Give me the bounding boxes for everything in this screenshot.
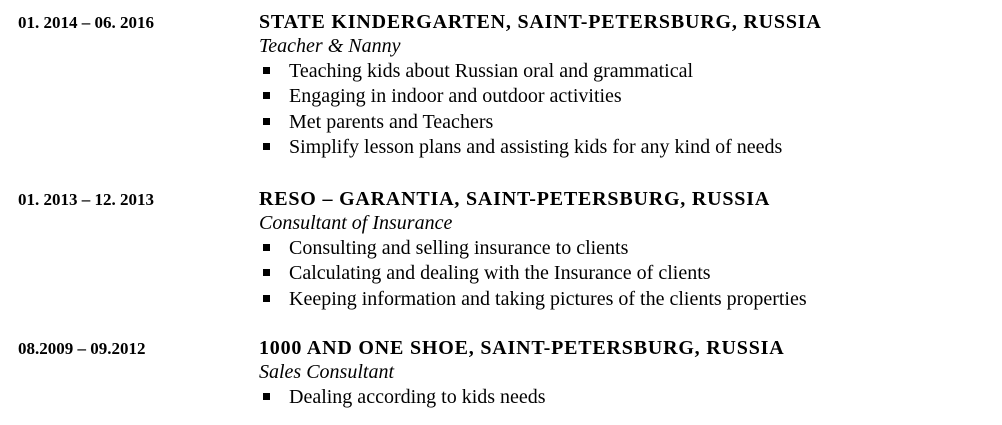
bullet-text: Dealing according to kids needs: [289, 386, 546, 408]
entry-role: Sales Consultant: [259, 361, 395, 383]
bullet-item: [259, 135, 989, 160]
entry-content: [259, 187, 989, 312]
bullet-item: [259, 110, 989, 135]
square-bullet-icon: [263, 295, 270, 302]
square-bullet-icon: [263, 118, 270, 125]
bullet-text: Simplify lesson plans and assisting kids for any kind of needs: [289, 135, 783, 158]
bullet-item: [259, 59, 989, 84]
square-bullet-icon: [263, 143, 270, 150]
entry-company: 1000 AND ONE SHOE, SAINT-PETERSBURG, RUSSIA: [259, 337, 785, 359]
entry-company: STATE KINDERGARTEN, SAINT-PETERSBURG, RUSSIA: [259, 11, 822, 33]
entry-dates: 01. 2013 – 12. 2013: [18, 190, 154, 209]
entry-bullet-list: [259, 59, 989, 160]
bullet-text: Met parents and Teachers: [289, 110, 494, 133]
entry-role: Teacher & Nanny: [259, 35, 401, 57]
bullet-item: [259, 261, 989, 286]
bullet-text: Keeping information and taking pictures of the clients properties: [289, 287, 807, 310]
bullet-text: Consulting and selling insurance to clients: [289, 237, 629, 259]
entry-dates: 08.2009 – 09.2012: [18, 339, 146, 358]
bullet-item: [259, 236, 989, 261]
entry-dates: 01. 2014 – 06. 2016: [18, 13, 154, 32]
bullet-text: Teaching kids about Russian oral and grammatical: [289, 60, 694, 82]
square-bullet-icon: [263, 67, 270, 74]
square-bullet-icon: [263, 92, 270, 99]
entry-company: RESO – GARANTIA, SAINT-PETERSBURG, RUSSIA: [259, 188, 771, 210]
entry-content: [259, 10, 989, 160]
square-bullet-icon: [263, 269, 270, 276]
square-bullet-icon: [263, 244, 270, 251]
entry-bullet-list: [259, 385, 989, 410]
bullet-item: [259, 385, 989, 410]
bullet-item: [259, 84, 989, 109]
entry-bullet-list: [259, 236, 989, 312]
bullet-text: Engaging in indoor and outdoor activities: [289, 85, 622, 108]
square-bullet-icon: [263, 393, 270, 400]
entry-content: [259, 336, 989, 410]
bullet-item: [259, 287, 989, 312]
entry-role: Consultant of Insurance: [259, 212, 453, 234]
bullet-text: Calculating and dealing with the Insurance of clients: [289, 262, 711, 285]
